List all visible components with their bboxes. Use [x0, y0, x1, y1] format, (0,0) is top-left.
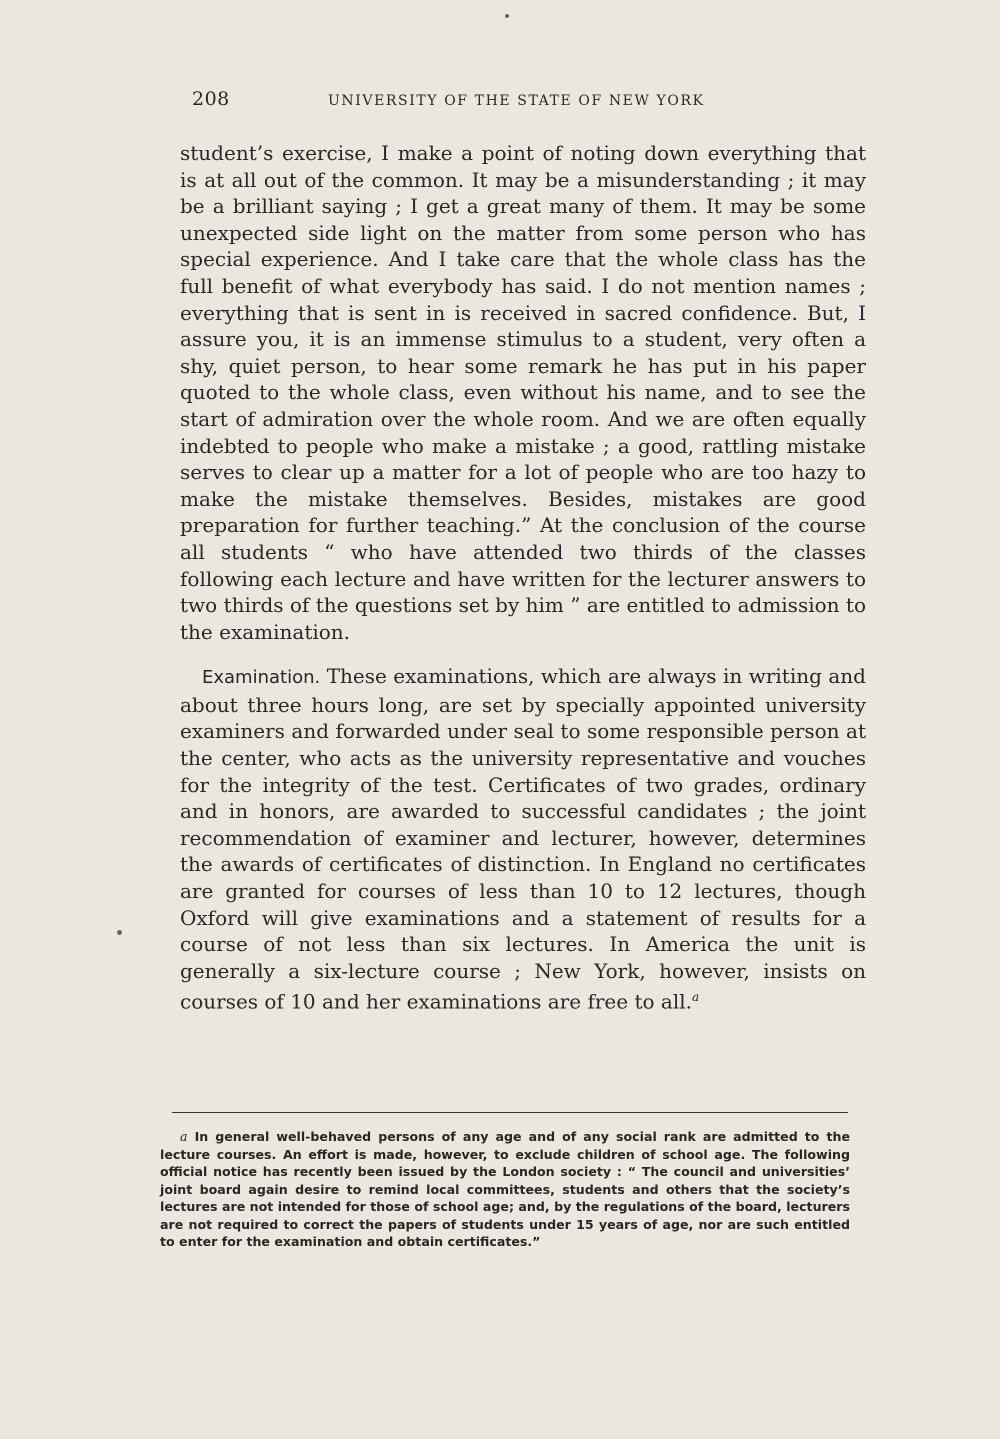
- footnote-marker: a: [180, 1129, 188, 1144]
- examination-paragraph: [180, 663, 866, 1015]
- paragraph-continued: student’s exercise, I make a point of noting down everything that is at all out of the common. It may be a misunderstanding ; it may be a brilliant saying ; I get a great many of them. It may be some unexpected side light on the matter from some person who has special experience. And I take care that the whole class has the full benefit of what everybody has said. I do not mention names ; everything that is sent in is received in sacred confidence. But, I assure you, it is an immense stimulus to a student, very often a shy, quiet person, to hear some remark he has put in his paper quoted to the whole class, even without his name, and to see the start of admiration over the whole room. And we are often equally indebted to people who make a mistake ; a good, rattling mistake serves to clear up a matter for a lot of people who are too hazy to make the mistake themselves. Besides, mistakes are good preparation for further teaching.” At the conclusion of the course all students “ who have attended two thirds of the classes following each lecture and have written for the lecturer answers to two thirds of the questions set by him ” are entitled to admission to the examination.: [180, 141, 866, 644]
- ink-speck: [505, 14, 509, 18]
- footnote-reference: a: [691, 990, 700, 1005]
- page-number: 208: [192, 88, 230, 110]
- body-text: [180, 140, 866, 1016]
- page-header: [192, 88, 852, 114]
- section-heading: Examination.: [202, 667, 321, 689]
- running-head: UNIVERSITY OF THE STATE OF NEW YORK: [328, 93, 705, 109]
- footnote-divider: [172, 1112, 848, 1113]
- footnote-text: In general well-behaved persons of any age and of any social rank are admitted to the lecture courses. An effort is made, however, to exclude children of school age. The following official notice has recently been issued by the London society : “ The council and universities’ joint board again desire to remind local committees, students and others that the society’s lectures are not intended for those of school age; and, by the regulations of the board, lecturers are not required to correct the papers of students under 15 years of age, nor are such entitled to enter for the examination and obtain certificates.”: [160, 1129, 850, 1249]
- footnote: [160, 1128, 850, 1251]
- examination-text: These examinations, which are always in writing and about three hours long, are set by specially appointed university examiners and forwarded under seal to some responsible person at the center, who acts as the university representative and vouches for the integrity of the test. Certificates of two grades, ordinary and in honors, are awarded to successful candidates ; the joint recommendation of examiner and lecturer, however, determines the awards of certificates of distinction. In England no certificates are granted for courses of less than 10 to 12 lectures, though Oxford will give examinations and a statement of results for a course of not less than six lectures. In America the unit is generally a six-lecture course ; New York, however, insists on courses of 10 and her examinations are free to all.: [180, 664, 866, 1015]
- ink-speck: [117, 930, 122, 935]
